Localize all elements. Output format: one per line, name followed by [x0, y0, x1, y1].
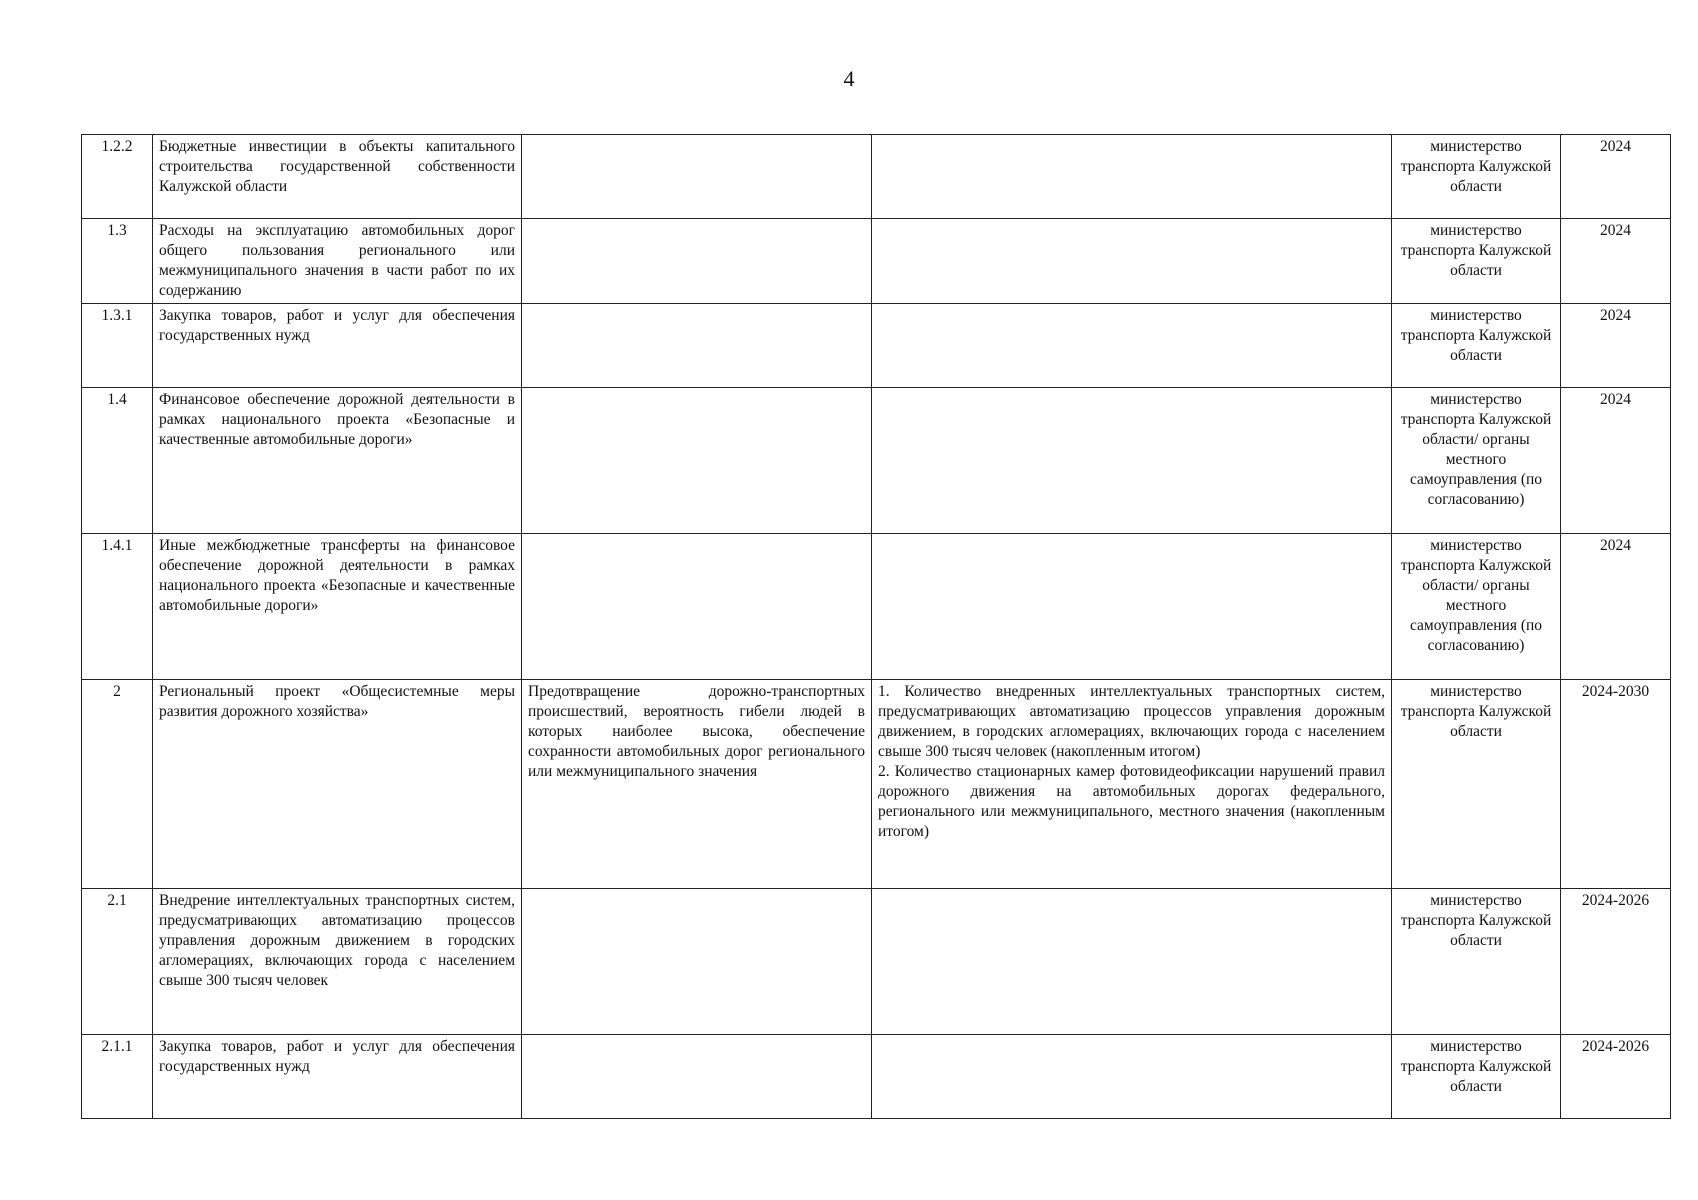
row-term: 2024	[1561, 219, 1671, 304]
row-indicators	[872, 219, 1392, 304]
row-indicators	[872, 304, 1392, 388]
row-responsible: министерство транспорта Калужской области	[1392, 135, 1561, 219]
row-description: Бюджетные инвестиции в объекты капитального строительства государственной собственности Калужской области	[153, 135, 522, 219]
row-number: 1.4	[82, 388, 153, 534]
table-row	[82, 135, 1671, 219]
table-row	[82, 889, 1671, 1035]
row-description: Закупка товаров, работ и услуг для обеспечения государственных нужд	[153, 1035, 522, 1119]
row-description: Расходы на эксплуатацию автомобильных дорог общего пользования регионального или межмуниципального значения в части работ по их содержанию	[153, 219, 522, 304]
page-number: 4	[843, 66, 855, 91]
row-goal	[522, 219, 872, 304]
row-term: 2024-2030	[1561, 680, 1671, 889]
row-number: 1.4.1	[82, 534, 153, 680]
row-goal: Предотвращение дорожно-транспортных происшествий, вероятность гибели людей в которых наиболее высока, обеспечение сохранности автомобильных дорог регионального или межмуниципального значения	[522, 680, 872, 889]
row-goal	[522, 304, 872, 388]
row-responsible: министерство транспорта Калужской области/ органы местного самоуправления (по согласованию)	[1392, 388, 1561, 534]
row-number: 2.1.1	[82, 1035, 153, 1119]
row-responsible: министерство транспорта Калужской области	[1392, 680, 1561, 889]
row-number: 2.1	[82, 889, 153, 1035]
program-table	[81, 134, 1671, 1119]
row-number: 2	[82, 680, 153, 889]
row-responsible: министерство транспорта Калужской области	[1392, 889, 1561, 1035]
row-indicators	[872, 534, 1392, 680]
row-description: Региональный проект «Общесистемные меры развития дорожного хозяйства»	[153, 680, 522, 889]
table-row	[82, 219, 1671, 304]
row-goal	[522, 388, 872, 534]
table-row	[82, 534, 1671, 680]
row-indicators	[872, 889, 1392, 1035]
row-goal	[522, 135, 872, 219]
row-term: 2024	[1561, 534, 1671, 680]
row-responsible: министерство транспорта Калужской области	[1392, 304, 1561, 388]
row-goal	[522, 534, 872, 680]
row-term: 2024	[1561, 388, 1671, 534]
row-number: 1.3	[82, 219, 153, 304]
row-description: Финансовое обеспечение дорожной деятельности в рамках национального проекта «Безопасные и качественные автомобильные дороги»	[153, 388, 522, 534]
row-term: 2024-2026	[1561, 889, 1671, 1035]
row-number: 1.2.2	[82, 135, 153, 219]
row-term: 2024	[1561, 135, 1671, 219]
row-indicators	[872, 135, 1392, 219]
row-responsible: министерство транспорта Калужской области/ органы местного самоуправления (по согласованию)	[1392, 534, 1561, 680]
row-goal	[522, 1035, 872, 1119]
row-term: 2024-2026	[1561, 1035, 1671, 1119]
row-description: Внедрение интеллектуальных транспортных систем, предусматривающих автоматизацию процессов управления дорожным движением в городских агломерациях, включающих города с населением свыше 300 тысяч человек	[153, 889, 522, 1035]
row-description: Иные межбюджетные трансферты на финансовое обеспечение дорожной деятельности в рамках национального проекта «Безопасные и качественные автомобильные дороги»	[153, 534, 522, 680]
row-description: Закупка товаров, работ и услуг для обеспечения государственных нужд	[153, 304, 522, 388]
row-indicators	[872, 388, 1392, 534]
row-indicators	[872, 680, 1392, 889]
row-goal	[522, 889, 872, 1035]
row-responsible: министерство транспорта Калужской области	[1392, 219, 1561, 304]
indicator-item: 2. Количество стационарных камер фотовидеофиксации нарушений правил дорожного движения на автомобильных дорогах федерального, регионального или межмуниципального, местного значения (накопленным итогом)	[878, 763, 1385, 840]
table-row	[82, 1035, 1671, 1119]
row-responsible: министерство транспорта Калужской области	[1392, 1035, 1561, 1119]
row-term: 2024	[1561, 304, 1671, 388]
table-row	[82, 680, 1671, 889]
table-row	[82, 388, 1671, 534]
row-indicators	[872, 1035, 1392, 1119]
table-row	[82, 304, 1671, 388]
row-number: 1.3.1	[82, 304, 153, 388]
indicator-item: 1. Количество внедренных интеллектуальных транспортных систем, предусматривающих автоматизацию процессов управления дорожным движением, в городских агломерациях, включающих города с населением свыше 300 тысяч человек (накопленным итогом)	[878, 683, 1385, 760]
